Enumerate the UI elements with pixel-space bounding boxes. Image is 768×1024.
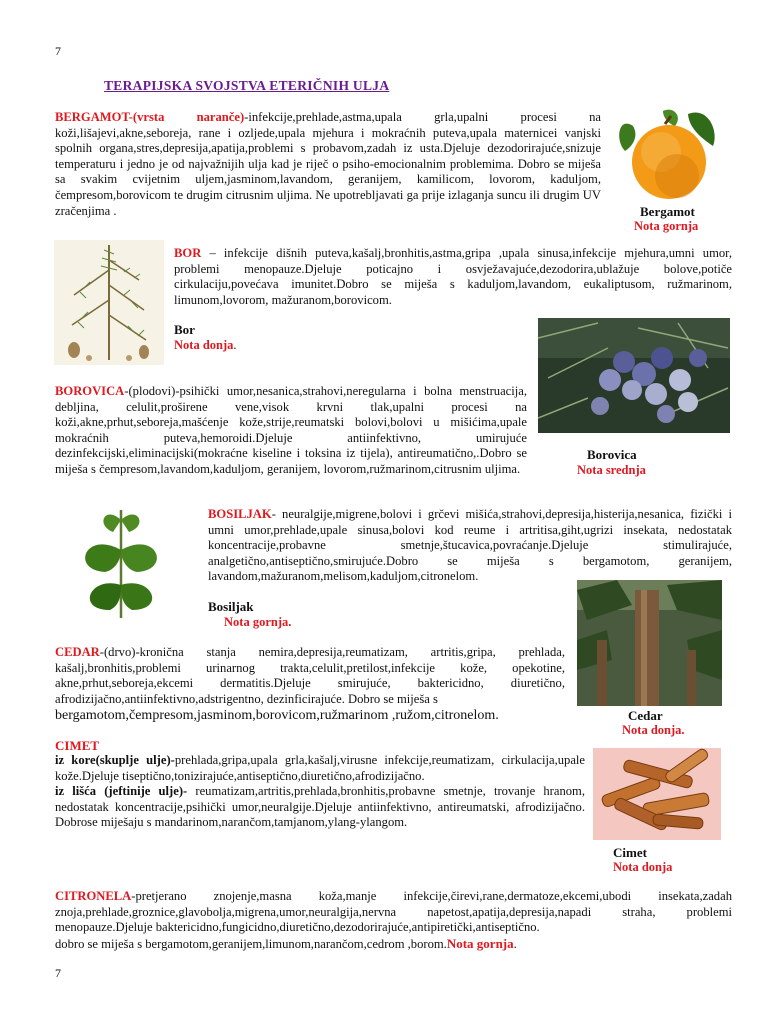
- cedar-heading: CEDAR: [55, 645, 100, 659]
- bor-caption: Bor: [174, 322, 195, 337]
- bosiljak-text: - neuralgije,migrene,bolovi i grčevi mišića,strahovi,depresija,histerija,nesanica, fizički i umni umor,prehlade,upale sinusa,bolovi kod reume i artritisa,giht,ugrizi insekata, nedostatak koncentracije,probavne smetnje,štucavica,povraćanje.Djeluje stimulirajuće, analgetično,antiseptično,smirujuće.Dobro se miješa s bergamotom, geranijem, lavandom,mažuranom,melisom,kaduljom,citronelom.: [208, 507, 732, 584]
- cedar-image: [577, 580, 722, 706]
- page-number-bottom: 7: [55, 966, 61, 980]
- cimet-lisce-text: reumatizam,artritis,prehlada,bronhitis,probavne smetnje, trovanje hranom, nedostatak koncentracije,psihički umor,neuralgije.Djeluje antiinfektivno, antireumatski, afrodizijačno. Dobrose miješaju s mandarinom,narančom,tamjanom,ylang-ylangom.: [55, 784, 585, 830]
- bosiljak-paragraph: [208, 507, 732, 585]
- bergamot-heading: BERGAMOT-(vrsta naranče): [55, 110, 245, 124]
- cimet-kore-paragraph: [55, 753, 585, 784]
- bergamot-caption: Bergamot: [640, 204, 695, 219]
- cedar-text: -(drvo)-kronična stanja nemira,depresija,reumatizam, artritis,gripa, prehlada, kašalj,bronhitis,problemi urinarnog trakta,celulit,pretilost,infekcije kože, opekotine, akne,prhut,seboreja,ekcemi dermatitis.Djeluje smirujuće, baktericidno, diuretično, afrodizijačno,antiinfektivno,adstrigentno, dezinficirajuće. Dobro se miješa s: [55, 645, 565, 706]
- bor-note-line: [174, 338, 237, 353]
- page-number-top: 7: [55, 44, 61, 58]
- citronela-note-suffix: .: [513, 937, 517, 951]
- cimet-kore-label: iz kore(skuplje ulje)-: [55, 753, 175, 767]
- cimet-image: [593, 748, 721, 840]
- borovica-text: -(plodovi)-psihički umor,nesanica,strahovi,neregularna i bolna menstruacija, debljina, celulit,proširene vene,visok krvni tlak,upalni procesi na koži,akne,prhut,seboreja,mašćenje kože,strije,reumatski bolovi,bolovi u mišićima,upale mokraćnih puteva,hemoroidi.Djeluje antiinfektivno, umirujuće dezinfekcijski,eliminacijski(mokraćne kiseline i toksina iz tijela), antireumatično,.Dobro se miješa s čempresom,lavandom,kaduljom, geranijem, lovorom,ružmarinom,citrusnim uljima.: [55, 384, 527, 476]
- bor-paragraph: [174, 246, 732, 308]
- bergamot-text: -infekcije,prehlade,astma,upala grla,upalni procesi na koži,lišajevi,akne,seboreja, rane i ozljede,upala mjehura i mokraćnih puteva,upala maternicei vanjski spolnih organa,stres,depresija,apatija,problemi s probavom,zadah iz usta.Djeluje dezodorirajuće,snizuje temperaturu i jedno je od najvažnijih ulja kad je riječ o psiho-emocionalnim problemima. Dobro se miješa sa svakim cvijetnim uljem,jasminom,lavandom, geranijem, kamilicom, lovorom, kaduljom, čempresom,borovicom te drugim citrusnim uljima. Ne upotrebljavati ga prije izlaganja suncu ili drugim UV zračenjima .: [55, 110, 601, 218]
- cimet-lisce-label: iz lišća (jeftinije ulje)-: [55, 784, 188, 798]
- bergamot-note: Nota gornja: [634, 219, 699, 233]
- citronela-last-line: [55, 936, 517, 952]
- cimet-lisce-paragraph: [55, 784, 585, 831]
- citronela-note: Nota gornja: [446, 936, 514, 951]
- bosiljak-caption: Bosiljak: [208, 599, 254, 614]
- bosiljak-image: [65, 500, 177, 620]
- cimet-caption: Cimet: [613, 845, 647, 860]
- citronela-paragraph: [55, 889, 732, 936]
- cimet-kore-text: prehlada,gripa,upala grla,kašalj,virusne infekcije,reumatizam, cirkulacija,upale kože.Djeluje tiseptično,tonizirajuće,antiseptično,diuretično,afrodizijačno.: [55, 753, 586, 783]
- cedar-note: Nota donja.: [622, 723, 685, 737]
- bor-image: [54, 240, 164, 365]
- page-title: TERAPIJSKA SVOJSTVA ETERIČNIH ULJA: [104, 78, 390, 93]
- cedar-paragraph: [55, 645, 565, 707]
- bosiljak-note: Nota gornja.: [224, 615, 292, 629]
- bor-text: – infekcije dišnih puteva,kašalj,bronhitis,astma,gripa ,upala sinusa,infekcije mjehura,umni umor, problemi menopauze.Djeluje poticajno i osvježavajuće,dezodorira,ublažuje bolove,potiče cirkulaciju,povećava imunitet.Dobro se miješa s kaduljom,lavandom, eukaliptusom, ružmarinom, limunom,lovorom, mažuranom,borovicom.: [174, 246, 732, 307]
- borovica-paragraph: [55, 384, 527, 478]
- bergamot-image: [613, 106, 721, 202]
- bosiljak-heading: BOSILJAK: [208, 507, 272, 521]
- borovica-note: Nota srednja: [577, 463, 646, 477]
- bor-heading: BOR: [174, 246, 202, 260]
- borovica-heading: BOROVICA: [55, 384, 125, 398]
- cedar-caption: Cedar: [628, 708, 663, 723]
- borovica-image: [538, 318, 730, 433]
- citronela-text: -pretjerano znojenje,masna koža,manje infekcije,čirevi,rane,dermatoze,ekcemi,ubodi insekata,zadah znoja,prehlade,groznice,glavobolja,migrena,umor,neuralgija,nervna napetost,apatija,depresija,napadi straha, problemi menopauze.Djeluje baktericidno,fungicidno,diuretično,dezodorirajuće,antipiretički,antiseptično.: [55, 889, 732, 935]
- cimet-heading: CIMET: [55, 738, 100, 753]
- bergamot-paragraph: [55, 110, 601, 219]
- bor-note: Nota donja: [174, 338, 234, 352]
- bor-note-suffix: .: [233, 338, 237, 352]
- cimet-note: Nota donja: [613, 860, 673, 874]
- citronela-last-text: dobro se miješa s bergamotom,geranijem,limunom,narančom,cedrom ,borom.: [55, 937, 447, 951]
- borovica-caption: Borovica: [587, 447, 637, 462]
- cedar-last-line: bergamotom,čempresom,jasminom,borovicom,ružmarinom ,ružom,citronelom.: [55, 708, 499, 723]
- citronela-heading: CITRONELA: [55, 889, 132, 903]
